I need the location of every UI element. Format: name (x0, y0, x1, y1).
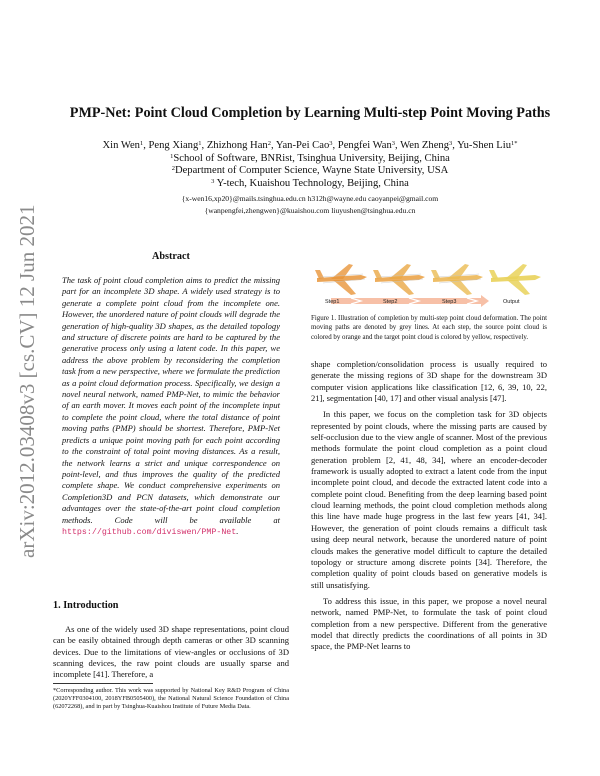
step-arrows (331, 295, 489, 307)
intro-text: As one of the widely used 3D shape representations, point cloud can be easily obtained through depth cameras or other 3D scanning devices. Due to the limitations of view-angles or occlusions of 3D scanning devices, the raw point clouds are usually sparse and incomplete [41]. Therefore, a (53, 624, 289, 680)
author-list: Xin Wen$^1$, Peng Xiang$^1$, Zhizhong Han$^2$, Yan-Pei Cao$^3$, Pengfei Wan$^3$, Wen Zheng$^3$, Yu-Shen Liu$^{1*}$ (102, 140, 518, 151)
author-block (60, 140, 560, 216)
figure-label-output: Output (503, 299, 520, 305)
author-name: Zhizhong Han (206, 140, 268, 151)
figure-label-step3: Step3 (442, 299, 457, 305)
author-affiliation-mark: 1 (198, 140, 202, 147)
figure-caption: Figure 1. Illustration of completion by multi-step point cloud deformation. The point moving paths are denoted by grey lines. At each step, the source point cloud is colored by orange and the target point cloud is colored by yellow, respectively. (311, 315, 547, 341)
paper-title: PMP-Net: Point Cloud Completion by Learning Multi-step Point Moving Paths (69, 105, 551, 121)
right-paragraph-3: To address this issue, in this paper, we propose a novel neural network, named PMP-Net, to formulate the task of point cloud completion from a new perspective. Different from the generative model that directly predicts the coordinations of all points in 3D space, the PMP-Net learns to (311, 595, 547, 652)
airplane-output (489, 264, 541, 295)
author-affiliation-mark: 3 (329, 140, 333, 147)
right-column-body (311, 359, 547, 658)
email-line-2: {wanpengfei,zhengwen}@kuaishou.com liuyushen@tsinghua.edu.cn (204, 206, 416, 216)
abstract-heading: Abstract (152, 251, 190, 262)
footnote: *Corresponding author. This work was supported by National Key R&D Program of China (2020YFF0304100, 2018YFB0505400), the National Natural Science Foundation of China (62072268), and in part by Tsinghua-Kuaishou Institute of Future Media Data. (53, 687, 289, 711)
figure-1 (311, 252, 547, 310)
affiliation-3: $^3$ Y-tech, Kuaishou Technology, Beijing, China (211, 177, 409, 189)
airplane-step3 (431, 264, 483, 295)
author-affiliation-mark: 2 (267, 140, 271, 147)
author-name: Wen Zheng (400, 140, 449, 151)
intro-paragraph (53, 624, 289, 681)
footnote-rule (53, 683, 153, 684)
right-paragraph-1: shape completion/consolidation process is usually required to generate the missing regions of 3D shape for the downstream 3D computer vision applications like classification [12, 6, 39, 10, 22, 21], segmentation [40, 17] and other visual analysis [47]. (311, 359, 547, 404)
figure-label-step1: Step1 (325, 299, 340, 305)
figure-label-step2: Step2 (383, 299, 398, 305)
email-line-1: {x-wen16,xp20}@mails.tsinghua.edu.cn h312h@wayne.edu caoyanpei@gmail.com (181, 194, 439, 204)
abstract-body: The task of point cloud completion aims to predict the missing part for an incomplete 3D shape. A widely used strategy is to generate a complete point cloud from the incomplete one. However, the unordered nature of point clouds will degrade the generation of high-quality 3D shapes, as the detailed topology and structure of discrete points are hard to be captured by the generative process only using a latent code. In this paper, we address the above problem by reconsidering the completion task from a new perspective, where we formulate the prediction as a point cloud deformation process. Specifically, we design a novel neural network, named PMP-Net, to mimic the behavior of an earth mover. It moves each point of the incomplete input to complete the point cloud, where the total distance of point moving paths (PMP) should be shortest. Therefore, PMP-Net predicts a unique point moving path for each point according to the constraint of total point moving distances. As a result, the network learns a strict and unique correspondence on point-level, and thus improves the quality of the predicted complete shape. We conduct comprehensive experiments on Completion3D and PCN datasets, which demonstrate our advantages over the state-of-the-art point cloud completion methods. Code will be available at https://github.com/diviswen/PMP-Net. (62, 275, 280, 537)
code-link[interactable]: https://github.com/diviswen/PMP-Net (62, 527, 237, 537)
right-paragraph-2: In this paper, we focus on the completion task for 3D objects represented by point clouds, where the missing parts are caused by self-occlusion due to the view angle of scanner. Most of the previous methods formulate the point cloud completion as a point cloud generation problem [2, 41, 48, 34], where an encoder-decoder framework is usually adopted to extract a latent code from the input incomplete point cloud, and decode the extracted latent code into a complete point cloud. Benefiting from the deep learning based point cloud learning methods, the point cloud completion methods along this line have made huge progress in the last few years [41, 34]. However, the generation of point clouds remains a difficult task using deep neural network, because the unordered nature of point clouds makes the generative model difficult to capture the detailed topology or structure among discrete points [34]. Therefore, the completion quality of point clouds based on generative models is still unsatisfying. (311, 409, 547, 590)
author-name: Yan-Pei Cao (275, 140, 330, 151)
author-name: Pengfei Wan (337, 140, 392, 151)
airplane-step2 (373, 264, 425, 295)
author-affiliation-mark: 3 (391, 140, 396, 147)
author-affiliation-mark: 3 (449, 140, 453, 147)
arxiv-stamp: arXiv:2012.03408v3 [cs.CV] 12 Jun 2021 (15, 204, 39, 558)
author-name: Yu-Shen Liu (457, 140, 512, 151)
affiliation-2: $^2$Department of Computer Science, Wayne State University, USA (171, 165, 449, 177)
intro-heading: 1. Introduction (53, 600, 119, 611)
affiliation-1: $^1$School of Software, BNRist, Tsinghua University, Beijing, China (170, 152, 450, 164)
author-affiliation-mark: 1 (139, 140, 144, 147)
author-name: Peng Xiang (148, 140, 199, 151)
author-affiliation-mark: 1* (511, 140, 518, 147)
abstract-text: The task of point cloud completion aims to predict the missing part for an incomplete 3D shape. A widely used strategy is to generate a complete point cloud from the incomplete one. However, the unordered nature of point clouds will degrade the generation of high-quality 3D shapes, as the detailed topology and structure of discrete points are hard to be captured by the generative process only using a latent code. In this paper, we address the above problem by reconsidering the completion task from a new perspective, where we formulate the prediction as a point cloud deformation process. Specifically, we design a novel neural network, named PMP-Net, to mimic the behavior of an earth mover. It moves each point of the incomplete input to complete the point cloud, where the total distance of point moving paths (PMP) should be shortest. Therefore, PMP-Net predicts a unique point moving path for each point according to the constraint of total point moving distances. As a result, the network learns a strict and unique correspondence on point-level, and thus improves the quality of the predicted complete shape. We conduct comprehensive experiments on Completion3D and PCN datasets, which demonstrate our advantages over the state-of-the-art point cloud completion methods. Code will be available at (62, 275, 280, 525)
airplane-step1 (315, 264, 367, 295)
author-name: Xin Wen (102, 140, 140, 151)
